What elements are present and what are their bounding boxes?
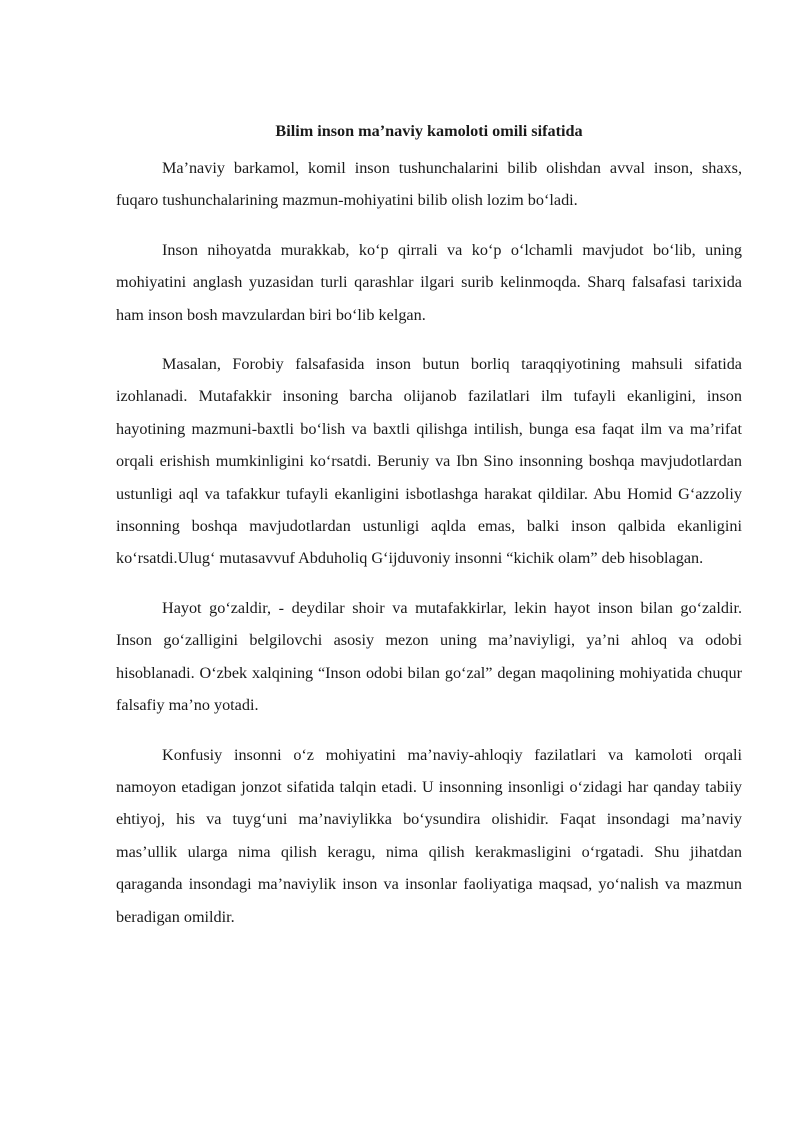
paragraph-3: Masalan, Forobiy falsafasida inson butun borliq taraqqiyotining mahsuli sifatida izohlanadi. Mutafakkir insoning barcha olijanob fazilatlari ilm tufayli ekanligini, inson hayotining mazmuni-baxtli bo‘lish va baxtli qilishga intilish, bunga esa faqat ilm va ma’rifat orqali erishish mumkinligini ko‘rsatdi. Beruniy va Ibn Sino insonning boshqa mavjudotlardan ustunligi aql va tafakkur tufayli ekanligini isbotlashga harakat qildilar. Abu Homid G‘azzoliy insonning boshqa mavjudotlardan ustunligi aqlda emas, balki inson qalbida ekanligini ko‘rsatdi.Ulug‘ mutasavvuf Abduholiq G‘ijduvoniy insonni “kichik olam” deb hisoblagan.	[116, 355, 742, 568]
paragraph-5: Konfusiy insonni o‘z mohiyatini ma’naviy-ahloqiy fazilatlari va kamoloti orqali namoyon etadigan jonzot sifatida talqin etadi. U insonning insonligi o‘zidagi har qanday tabiiy ehtiyoj, his va tuyg‘uni ma’naviylikka bo‘ysundira olishidir. Faqat insondagi ma’naviy mas’ullik ularga nima qilish keragu, nima qilish kerakmasligini o‘rgatadi. Shu jihatdan qaraganda insondagi ma’naviylik inson va insonlar faoliyatiga maqsad, yo‘nalish va mazmun beradigan omildir.	[116, 745, 742, 926]
paragraph-1: Ma’naviy barkamol, komil inson tushunchalarini bilib olishdan avval inson, shaxs, fuqaro tushunchalarining mazmun-mohiyatini bilib olish lozim bo‘ladi.	[116, 159, 742, 210]
document-title: Bilim inson ma’naviy kamoloti omili sifatida	[275, 122, 583, 140]
document-body	[116, 118, 742, 950]
paragraph-4: Hayot go‘zaldir, - deydilar shoir va mutafakkirlar, lekin hayot inson bilan go‘zaldir. Inson go‘zalligini belgilovchi asosiy mezon uning ma’naviyligi, ya’ni ahloq va odobi hisoblanadi. O‘zbek xalqining “Inson odobi bilan go‘zal” degan maqolining mohiyatida chuqur falsafiy ma’no yotadi.	[116, 598, 742, 715]
paragraph-2: Inson nihoyatda murakkab, ko‘p qirrali va ko‘p o‘lchamli mavjudot bo‘lib, uning mohiyatini anglash yuzasidan turli qarashlar ilgari surib kelinmoqda. Sharq falsafasi tarixida ham inson bosh mavzulardan biri bo‘lib kelgan.	[116, 240, 742, 324]
